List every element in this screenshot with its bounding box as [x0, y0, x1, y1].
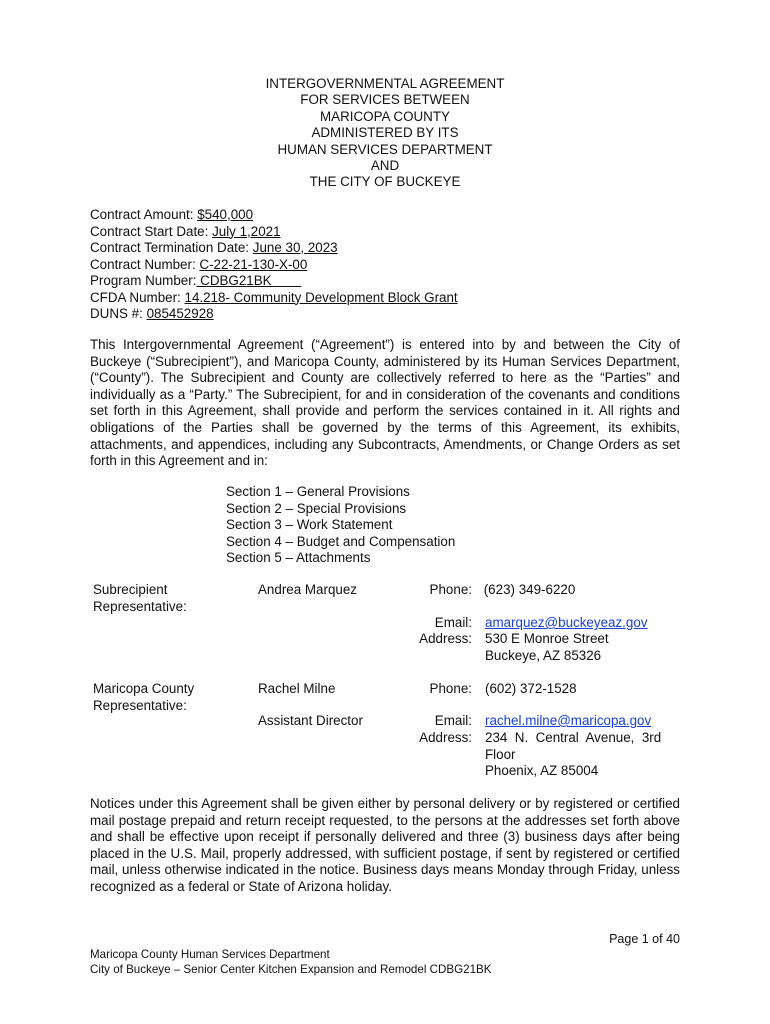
contract-number-row	[90, 257, 458, 274]
contract-number-value: C-22-21-130-X-00	[199, 256, 308, 272]
program-number-value: CDBG21BK	[196, 273, 302, 288]
contract-term-value: June 30, 2023	[252, 240, 338, 255]
section-item: Section 5 – Attachments	[226, 550, 371, 566]
county-phone-value: (602) 372-1528	[485, 681, 577, 696]
subrecipient-phone-label: Phone:	[429, 582, 472, 597]
duns-row	[90, 306, 458, 323]
subrecipient-rep-name: Andrea Marquez	[258, 582, 357, 597]
contract-amount-label: Contract Amount:	[90, 207, 198, 222]
county-address	[485, 730, 661, 780]
contract-amount-row	[90, 207, 458, 224]
contract-number-label: Contract Number:	[90, 256, 200, 272]
contract-start-value: July 1,2021	[212, 223, 281, 239]
county-email-link[interactable]: rachel.milne@maricopa.gov	[485, 713, 652, 728]
section-item: Section 1 – General Provisions	[226, 484, 410, 499]
title-line: MARICOPA COUNTY	[320, 108, 450, 124]
contract-start-label: Contract Start Date:	[90, 223, 213, 239]
title-line: INTERGOVERNMENTAL AGREEMENT	[265, 76, 505, 91]
rep-role-line: Subrecipient	[93, 582, 168, 597]
section-item: Section 3 – Work Statement	[226, 517, 393, 533]
subrecipient-email-link[interactable]: amarquez@buckeyeaz.gov	[485, 615, 648, 630]
cfda-number-row	[90, 290, 458, 307]
rep-role-line: Representative:	[93, 598, 187, 614]
contract-term-row	[90, 240, 458, 257]
duns-value: 085452928	[146, 306, 214, 321]
subrecipient-phone-value: (623) 349-6220	[480, 582, 576, 597]
section-item: Section 2 – Special Provisions	[226, 500, 407, 516]
subrecipient-address	[485, 631, 609, 664]
intro-paragraph: This Intergovernmental Agreement (“Agreement”) is entered into by and between the City of Buckeye (“Subrecipient”), and Maricopa County, administered by its Human Services Department, (“County”). The Subrecipient and County are collectively referred to here as the “Parties” and individually as a “Party.” The Subrecipient, for and in consideration of the covenants and conditions set forth in this Agreement, shall provide and perform the services contained in it. All rights and obligations of the Parties shall be governed by the terms of this Agreement, its exhibits, attachments, and appendices, including any Subcontracts, Amendments, or Change Orders as set forth in this Agreement and in:	[90, 337, 680, 469]
address-line: Floor	[485, 746, 516, 762]
title-line: HUMAN SERVICES DEPARTMENT	[277, 141, 493, 157]
title-line: FOR SERVICES BETWEEN	[300, 92, 470, 108]
program-number-row	[90, 273, 458, 290]
county-address-label: Address:	[419, 730, 472, 745]
title-line: THE CITY OF BUCKEYE	[309, 174, 461, 190]
contract-amount-value: $540,000	[197, 207, 254, 222]
address-line: Phoenix, AZ 85004	[485, 763, 599, 779]
county-rep-title: Assistant Director	[258, 713, 363, 728]
address-line: 530 E Monroe Street	[485, 631, 609, 646]
county-rep-name: Rachel Milne	[258, 681, 336, 696]
rep-role-line: Maricopa County	[93, 681, 195, 696]
subrecipient-address-label: Address:	[419, 631, 472, 646]
county-rep-role	[93, 681, 194, 714]
address-line: 234 N. Central Avenue, 3rd	[485, 730, 662, 745]
footer-line: Maricopa County Human Services Department	[90, 948, 330, 961]
contract-details	[90, 207, 458, 323]
section-list	[226, 484, 455, 567]
rep-role-line: Representative:	[93, 697, 187, 713]
county-email-label: Email:	[434, 713, 472, 728]
title-line: AND	[370, 158, 400, 174]
subrecipient-email-label: Email:	[434, 615, 472, 630]
cfda-number-label: CFDA Number:	[90, 289, 185, 305]
document-title	[90, 76, 680, 191]
contract-term-label: Contract Termination Date:	[90, 240, 253, 255]
footer-line: City of Buckeye – Senior Center Kitchen Expansion and Remodel CDBG21BK	[90, 963, 492, 976]
page-footer	[90, 947, 492, 977]
address-line: Buckeye, AZ 85326	[485, 647, 602, 663]
county-phone-label: Phone:	[429, 681, 472, 696]
program-number-label: Program Number:	[90, 273, 197, 288]
title-line: ADMINISTERED BY ITS	[311, 125, 459, 141]
cfda-number-value: 14.218- Community Development Block Grant	[184, 289, 458, 305]
contract-start-row	[90, 224, 458, 241]
page-number: Page 1 of 40	[609, 932, 680, 946]
notice-paragraph: Notices under this Agreement shall be given either by personal delivery or by registered or certified mail postage prepaid and return receipt requested, to the persons at the addresses set forth above and shall be effective upon receipt if personally delivered and three (3) business days after being placed in the U.S. Mail, properly addressed, with sufficient postage, if sent by registered or certified mail, unless otherwise indicated in the notice. Business days means Monday through Friday, unless recognized as a federal or State of Arizona holiday.	[90, 796, 680, 894]
subrecipient-rep-role	[93, 582, 187, 615]
section-item: Section 4 – Budget and Compensation	[226, 533, 456, 549]
duns-label: DUNS #:	[90, 306, 147, 321]
